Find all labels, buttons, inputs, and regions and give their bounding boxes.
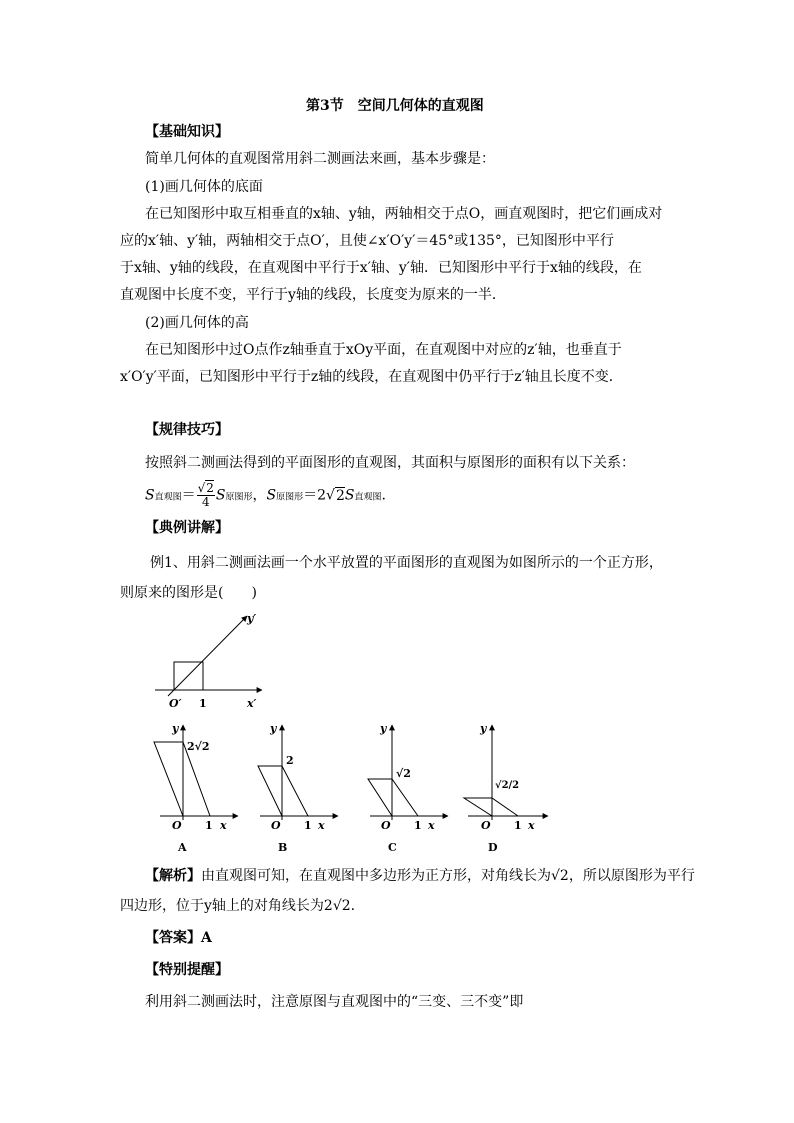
formula-coef: 2	[317, 487, 327, 504]
step1-line3: 于x轴、y轴的线段，在直观图中平行于x′轴、y′轴．已知图形中平行于x轴的线段，在	[120, 260, 642, 276]
analysis-line1: 由直观图可知，在直观图中多边形为正方形，对角线长为√2，所以原图形为平行	[201, 868, 695, 884]
option-c-x-label: x	[428, 819, 435, 832]
main-figure	[150, 610, 270, 710]
formula-s1: S	[145, 487, 155, 504]
section-reminder-heading: 【特别提醒】	[145, 962, 229, 978]
rules-line1: 按照斜二测画法得到的平面图形的直观图，其面积与原图形的面积有以下关系：	[145, 455, 635, 471]
step1-line2: 应的x′轴、y′轴，两轴相交于点O′，且使∠x′O′y′＝45°或135°，已知图形中平行	[120, 233, 614, 249]
option-d-parallelogram	[464, 798, 518, 816]
option-c-parallelogram	[368, 779, 418, 816]
option-a-o-label: O	[172, 819, 182, 832]
formula-end: .	[381, 487, 386, 504]
option-a-y-label: y	[172, 722, 179, 735]
option-d-value-label: √2/2	[495, 780, 520, 791]
option-c-o-label: O	[381, 819, 391, 832]
option-c-figure	[360, 720, 450, 855]
option-a-x-label: x	[220, 819, 227, 832]
option-b-figure	[250, 720, 340, 855]
option-b-one-label: 1	[304, 819, 312, 832]
step1-line1: 在已知图形中取互相垂直的x轴、y轴，两轴相交于点O，画直观图时，把它们画成对	[145, 206, 663, 222]
main-x-label: x′	[247, 697, 257, 710]
y-prime-axis	[168, 616, 247, 696]
formula-fraction: $\frac{√2}{4}$	[197, 481, 214, 509]
formula-eq1: ＝	[181, 487, 196, 504]
option-b-x-label: x	[318, 819, 325, 832]
formula-sub-direct: 直观图	[154, 492, 182, 503]
option-d-figure	[460, 720, 550, 855]
option-a-one-label: 1	[205, 819, 213, 832]
basic-intro: 简单几何体的直观图常用斜二测画法来画，基本步骤是：	[145, 151, 495, 167]
option-d-x-label: x	[528, 819, 535, 832]
formula-sqrt2: 2	[335, 487, 345, 504]
example-line1: 例1、用斜二测画法画一个水平放置的平面图形的直观图为如图所示的一个正方形，	[150, 555, 663, 571]
option-a-parallelogram	[154, 742, 210, 816]
formula-s3: S	[266, 487, 277, 504]
option-c-value-label: √2	[396, 767, 411, 780]
formula-comma: ，	[252, 487, 267, 504]
option-d-y-label: y	[480, 722, 487, 735]
reminder-text: 利用斜二测画法时，注意原图与直观图中的“三变、三不变”即	[145, 994, 524, 1010]
main-y-label: y′	[247, 612, 257, 625]
formula-sub-direct-2: 直观图	[354, 492, 382, 503]
option-a-value-label: 2√2	[187, 740, 210, 753]
step1-title: (1)画几何体的底面	[145, 179, 263, 195]
option-b-parallelogram	[258, 766, 308, 816]
formula-sub-original: 原图形	[225, 492, 253, 503]
option-a-figure	[150, 720, 240, 855]
formula-s2: S	[215, 487, 226, 504]
analysis-line2: 四边形，位于y轴上的对角线长为2√2.	[120, 898, 356, 914]
analysis-line1-wrap	[145, 866, 695, 886]
step2-title: (2)画几何体的高	[145, 315, 249, 331]
section-rules-heading: 【规律技巧】	[145, 422, 229, 438]
option-b-value-label: 2	[286, 754, 294, 767]
option-c-one-label: 1	[414, 819, 422, 832]
option-d-letter: D	[488, 841, 498, 854]
option-d-one-label: 1	[514, 819, 522, 832]
section-basic-heading: 【基础知识】	[145, 124, 229, 140]
formula-eq2: ＝	[303, 487, 318, 504]
formula-sub-original-2: 原图形	[276, 492, 304, 503]
option-c-y-label: y	[380, 722, 387, 735]
formula-frac-sqrt: 2	[206, 481, 214, 495]
section-examples-heading: 【典例讲解】	[145, 520, 229, 536]
area-formula: S直观图＝ $\frac{√2}{4}$ S原图形，S原图形＝2√2S直观图.	[145, 481, 386, 509]
main-one-label: 1	[199, 697, 207, 710]
option-d-o-label: O	[481, 819, 491, 832]
option-b-letter: B	[278, 841, 288, 854]
formula-frac-den: 4	[201, 495, 210, 509]
page-title: 第3节 空间几何体的直观图	[306, 98, 484, 114]
option-b-o-label: O	[271, 819, 281, 832]
step1-line4: 直观图中长度不变，平行于y轴的线段，长度变为原来的一半．	[120, 287, 506, 303]
example-line2: 则原来的图形是( )	[120, 585, 257, 601]
step2-line1: 在已知图形中过O点作z轴垂直于xOy平面，在直观图中对应的z′轴，也垂直于	[145, 342, 622, 358]
option-b-y-label: y	[270, 722, 277, 735]
step2-line2: x′O′y′平面，已知图形中平行于z轴的线段，在直观图中仍平行于z′轴且长度不变．	[120, 369, 623, 385]
option-c-letter: C	[388, 841, 397, 854]
formula-s4: S	[344, 487, 355, 504]
main-o-label: O′	[169, 697, 182, 710]
analysis-heading: 【解析】	[145, 868, 201, 884]
option-a-letter: A	[178, 841, 187, 854]
answer-line: 【答案】A	[145, 930, 212, 946]
